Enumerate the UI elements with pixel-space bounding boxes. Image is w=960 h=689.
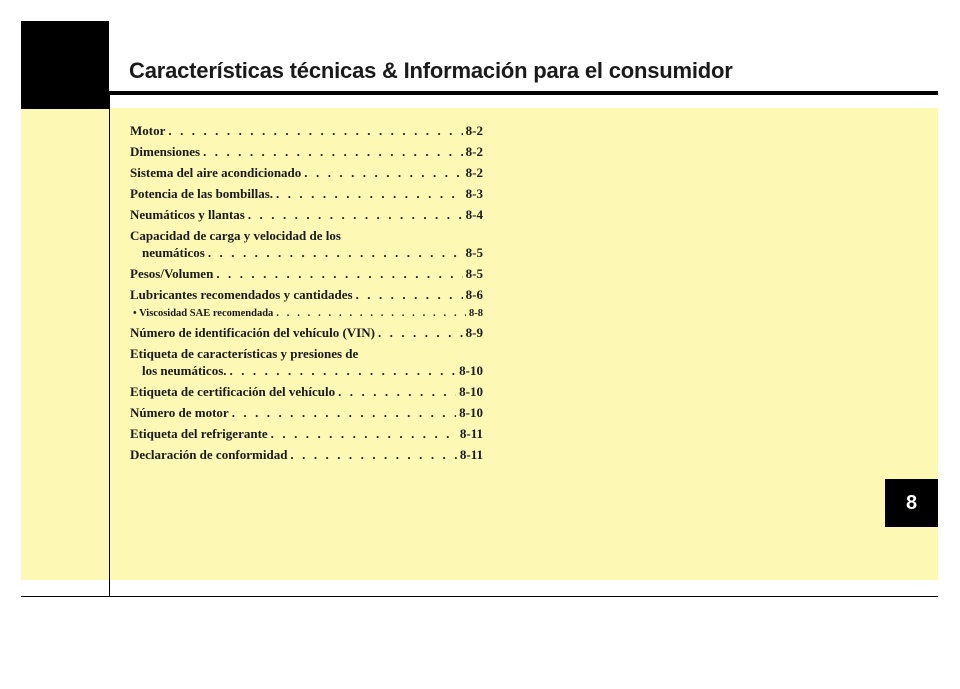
toc-item-page: 8-2 bbox=[465, 123, 483, 138]
toc-item-label: Número de identificación del vehículo (VIN) bbox=[130, 325, 375, 340]
toc-item-page: 8-10 bbox=[459, 363, 483, 378]
margin-line bbox=[109, 95, 110, 596]
toc-item-page: 8-11 bbox=[459, 447, 483, 462]
toc-leader bbox=[378, 325, 463, 341]
toc-item-label: Potencia de las bombillas. bbox=[130, 186, 274, 201]
toc-leader bbox=[203, 144, 463, 160]
toc-item-label: Sistema del aire acondicionado bbox=[130, 165, 302, 180]
toc-item-label-line1: Etiqueta de características y presiones de bbox=[130, 346, 359, 361]
toc-item-page: 8-6 bbox=[465, 287, 483, 302]
toc-item-continuation bbox=[130, 363, 483, 384]
page-title: Características técnicas & Información para el consumidor bbox=[129, 58, 733, 83]
toc-item-lubricantes[interactable] bbox=[130, 287, 483, 308]
toc-item-refrigerante[interactable] bbox=[130, 426, 483, 447]
toc-item-label: Número de motor bbox=[130, 405, 229, 420]
toc-item-label: Lubricantes recomendados y cantidades bbox=[130, 287, 353, 302]
toc-item-motor[interactable] bbox=[130, 123, 483, 144]
toc-item-certificacion[interactable] bbox=[130, 384, 483, 405]
toc-item-label: Dimensiones bbox=[130, 144, 201, 159]
toc-item-continuation bbox=[130, 245, 483, 266]
toc-leader bbox=[208, 245, 463, 261]
toc-leader bbox=[168, 123, 462, 139]
toc-leader bbox=[304, 165, 462, 181]
toc-item-dimensiones[interactable] bbox=[130, 144, 483, 165]
toc-item-page: 8-2 bbox=[465, 144, 483, 159]
toc-item-page: 8-3 bbox=[465, 186, 483, 201]
toc-item-page: 8-2 bbox=[465, 165, 483, 180]
toc-leader bbox=[356, 287, 463, 303]
toc-leader bbox=[271, 426, 457, 442]
toc-item-page: 8-4 bbox=[465, 207, 483, 222]
toc-item-bombillas[interactable] bbox=[130, 186, 483, 207]
toc-leader bbox=[290, 447, 456, 463]
toc-item-aire-acondicionado[interactable] bbox=[130, 165, 483, 186]
toc-item-etiqueta-neumaticos[interactable] bbox=[130, 346, 483, 384]
toc-leader bbox=[232, 405, 456, 421]
toc-item-page: 8-5 bbox=[465, 266, 483, 281]
table-of-contents bbox=[130, 123, 483, 468]
toc-item-label: Pesos/Volumen bbox=[130, 266, 214, 281]
toc-item-label-line2: los neumáticos. bbox=[142, 363, 227, 378]
toc-item-numero-motor[interactable] bbox=[130, 405, 483, 426]
toc-item-page: 8-5 bbox=[465, 245, 483, 260]
toc-item-label: Etiqueta del refrigerante bbox=[130, 426, 268, 441]
toc-item-label-line2: neumáticos bbox=[142, 245, 205, 260]
toc-item-page: 8-10 bbox=[459, 405, 483, 420]
toc-item-pesos-volumen[interactable] bbox=[130, 266, 483, 287]
toc-item-neumaticos-llantas[interactable] bbox=[130, 207, 483, 228]
toc-item-label-line1: Capacidad de carga y velocidad de los bbox=[130, 228, 341, 243]
chapter-tab[interactable]: 8 bbox=[885, 479, 938, 527]
toc-leader bbox=[276, 308, 466, 319]
toc-item-label: Neumáticos y llantas bbox=[130, 207, 245, 222]
title-rule bbox=[109, 91, 938, 95]
toc-item-page: 8-11 bbox=[459, 426, 483, 441]
toc-leader bbox=[276, 186, 463, 202]
toc-item-page: 8-8 bbox=[469, 308, 483, 319]
toc-leader bbox=[230, 363, 457, 379]
bottom-rule bbox=[21, 596, 938, 597]
toc-leader bbox=[216, 266, 462, 282]
toc-item-page: 8-10 bbox=[459, 384, 483, 399]
toc-item-page: 8-9 bbox=[465, 325, 483, 340]
toc-item-label: • Viscosidad SAE recomendada bbox=[133, 308, 274, 319]
toc-item-label: Etiqueta de certificación del vehículo bbox=[130, 384, 336, 399]
toc-leader bbox=[248, 207, 463, 223]
toc-item-capacidad-carga[interactable] bbox=[130, 228, 483, 266]
toc-item-vin[interactable] bbox=[130, 325, 483, 346]
toc-leader bbox=[338, 384, 456, 400]
toc-subitem-viscosidad[interactable] bbox=[130, 308, 483, 325]
corner-block bbox=[21, 21, 109, 109]
toc-item-label: Motor bbox=[130, 123, 166, 138]
toc-item-conformidad[interactable] bbox=[130, 447, 483, 468]
toc-item-label: Declaración de conformidad bbox=[130, 447, 288, 462]
